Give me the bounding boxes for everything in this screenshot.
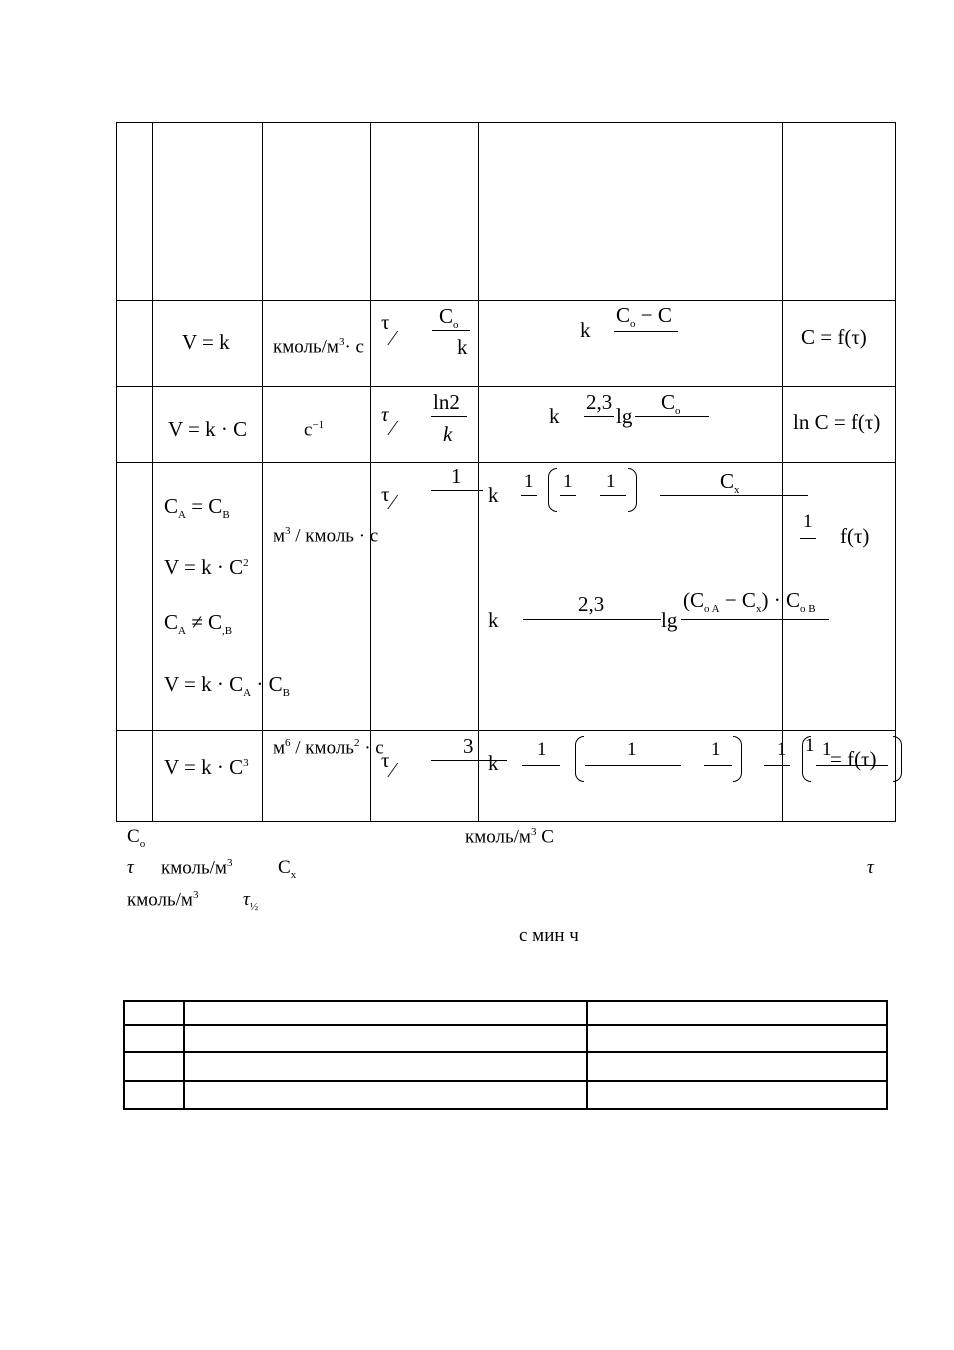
- unit-exponent-2: 2: [353, 737, 360, 749]
- unit-text: кмоль/м: [127, 889, 193, 911]
- lg-operator: lg: [661, 608, 678, 632]
- note-tau: τ: [127, 857, 134, 878]
- k-formula-one: 1: [711, 739, 721, 760]
- eq-mid: ≠ C: [191, 610, 223, 634]
- unit-text: c: [304, 419, 313, 441]
- k-formula-label: k: [549, 404, 560, 428]
- c0-letter: C: [127, 826, 140, 847]
- cx-letter: C: [720, 469, 735, 493]
- half-life-denominator: k: [443, 422, 453, 446]
- num-c: C: [661, 390, 676, 414]
- lg-numerator: [683, 590, 816, 615]
- half-life-tau: τ: [381, 748, 390, 772]
- lg-operator: lg: [616, 404, 633, 428]
- unit-text: кмоль/м: [273, 336, 339, 358]
- note-unit-3: [127, 890, 198, 909]
- right-paren: [893, 736, 902, 782]
- cx-letter: C: [278, 857, 291, 878]
- c-letter: C: [164, 494, 179, 518]
- row-divider: [116, 462, 896, 463]
- rate-text: V = k · C: [164, 672, 244, 696]
- col-divider: [152, 122, 153, 822]
- fraction-bar: [560, 495, 576, 496]
- half-life-tau: τ: [381, 402, 389, 426]
- tau-letter: τ: [243, 889, 250, 910]
- note-unit-1: [465, 827, 554, 846]
- sub-oa: o A: [704, 603, 720, 616]
- row-divider: [123, 1024, 888, 1026]
- right-paren: [628, 468, 637, 512]
- c-letter: C: [164, 610, 179, 634]
- left-paren: [548, 468, 557, 512]
- rate-dot: · C: [256, 672, 283, 696]
- fraction-bar: [681, 619, 829, 620]
- cx-sub: x: [290, 868, 297, 881]
- half-sub: ½: [249, 900, 259, 913]
- linear-plot: = f(τ): [830, 747, 877, 771]
- left-paren: [575, 736, 584, 782]
- unit-exponent: −1: [312, 419, 325, 431]
- sub-x: x: [755, 603, 762, 616]
- plot-one: 1: [777, 739, 787, 760]
- row-divider: [123, 1080, 888, 1082]
- unit-text: кмоль/м: [465, 826, 531, 848]
- unit-exponent: 3: [285, 525, 291, 537]
- note-tau-half: [243, 890, 258, 913]
- col-divider: [586, 1000, 588, 1110]
- linear-plot: f(τ): [840, 524, 870, 548]
- num-sub: o: [675, 405, 681, 418]
- rate-law-unequal: [164, 674, 290, 699]
- note-cx: [278, 858, 296, 881]
- rate-constant-unit: [273, 738, 384, 757]
- rate-law: V = k: [182, 330, 230, 354]
- k-formula-coefficient: 2,3: [586, 390, 613, 414]
- fraction-bar: [600, 495, 626, 496]
- eq-mid: = C: [191, 494, 223, 518]
- k-formula-label: k: [488, 751, 499, 775]
- plot-text: ln C = f(τ): [793, 410, 881, 434]
- plot-one: 1: [805, 735, 815, 756]
- col-divider: [782, 122, 783, 822]
- row-divider: [116, 386, 896, 387]
- rate-law: [164, 757, 249, 778]
- half-life-denominator: k: [457, 335, 468, 359]
- fraction-bar: [614, 331, 678, 332]
- note-unit-2: [161, 858, 232, 877]
- unit-tail: · с: [364, 737, 384, 759]
- rate-text: V = k · C: [164, 755, 244, 779]
- rate-law-equal: [164, 557, 249, 578]
- sub-ob: o B: [799, 603, 816, 616]
- rate-constant-unit: [273, 526, 378, 545]
- half-life-tau: τ: [381, 310, 390, 334]
- unit-exponent: 3: [192, 889, 199, 901]
- half-sign: ⁄: [391, 326, 395, 350]
- cx-sub: x: [734, 484, 740, 497]
- unit-tail: C: [541, 826, 554, 848]
- fraction-bar: [431, 416, 467, 417]
- fraction-bar: [523, 619, 661, 620]
- unit-exponent: 3: [226, 857, 233, 869]
- row-divider: [123, 1051, 888, 1053]
- unit-text: м: [273, 737, 286, 759]
- unit-text: кмоль/м: [161, 857, 227, 879]
- k-formula-one: 1: [524, 471, 534, 492]
- lg-open: (C: [683, 588, 704, 612]
- fraction-bar: [522, 765, 560, 766]
- half-life-tau: τ: [381, 482, 390, 506]
- half-sign: ⁄: [391, 758, 395, 782]
- rate-exponent: 2: [243, 557, 249, 569]
- sub-a: A: [178, 625, 186, 638]
- unit-tail: / кмоль · с: [295, 525, 379, 547]
- col-divider: [183, 1000, 185, 1110]
- rate-constant-unit: [273, 337, 364, 356]
- num-c: C: [616, 303, 631, 327]
- plot-one: 1: [822, 739, 832, 760]
- rate-law: V = k · C: [168, 417, 248, 441]
- linear-plot: [793, 412, 880, 433]
- sub-b: ,B: [222, 625, 233, 638]
- sub-a: A: [243, 687, 252, 700]
- unit-exponent: 6: [285, 737, 291, 749]
- condition-equal: [164, 496, 230, 521]
- fraction-bar: [704, 765, 732, 766]
- col-divider: [370, 122, 371, 822]
- row-divider: [116, 730, 896, 731]
- k-formula-coefficient: 2,3: [578, 592, 605, 616]
- fraction-bar: [521, 495, 537, 496]
- fraction-bar: [660, 495, 808, 496]
- k-formula-label: k: [580, 318, 591, 342]
- right-paren: [733, 736, 742, 782]
- k-formula-one: 1: [606, 471, 616, 492]
- k-formula-numerator: [661, 392, 681, 417]
- lg-mid: − C: [724, 588, 756, 612]
- unit-text: м: [273, 525, 286, 547]
- half-sign: ⁄: [391, 490, 395, 514]
- k-formula-label-2: k: [488, 608, 499, 632]
- k-formula-numerator: [616, 305, 672, 330]
- answer-table-frame: [123, 1000, 888, 1110]
- half-sign: ⁄: [391, 416, 395, 440]
- sub-b: B: [222, 509, 230, 522]
- rate-text: V = k · C: [164, 555, 244, 579]
- half-life-numerator: ln2: [433, 390, 460, 414]
- rate-constant-unit: [304, 420, 324, 439]
- half-life-numerator: 1: [451, 464, 462, 488]
- fraction-bar: [764, 765, 790, 766]
- unit-tail: · с: [344, 336, 364, 358]
- note-c0: [127, 827, 145, 850]
- k-formula-label: k: [488, 483, 499, 507]
- plot-numerator: 1: [803, 511, 813, 532]
- condition-unequal: [164, 612, 232, 637]
- unit-exponent: 3: [338, 336, 345, 348]
- num-tail: − C: [640, 303, 672, 327]
- unit-mid: / кмоль: [295, 737, 354, 759]
- fraction-bar: [800, 538, 816, 539]
- num-sub: o: [630, 318, 636, 331]
- row-divider: [116, 300, 896, 301]
- col-divider: [478, 122, 479, 822]
- fraction-bar: [584, 416, 614, 417]
- num-sub: o: [453, 319, 459, 332]
- note-time-units: с мин ч: [519, 925, 579, 946]
- fraction-bar: [431, 490, 483, 491]
- half-life-numerator: [439, 306, 459, 331]
- k-formula-one: 1: [563, 471, 573, 492]
- rate-exponent: 3: [243, 757, 249, 769]
- unit-exponent: 3: [530, 826, 537, 838]
- fraction-bar: [432, 330, 470, 331]
- linear-plot: C = f(τ): [801, 325, 867, 349]
- sub-b: B: [282, 687, 290, 700]
- k-formula-one: 1: [627, 739, 637, 760]
- num-c: C: [439, 304, 454, 328]
- note-tau-right: τ: [867, 857, 874, 878]
- sub-a: A: [178, 509, 186, 522]
- lg-tail: ) · C: [761, 588, 800, 612]
- fraction-bar: [635, 416, 709, 417]
- col-divider: [262, 122, 263, 822]
- k-formula-one: 1: [537, 739, 547, 760]
- k-formula-cx: [720, 471, 740, 496]
- main-table-frame: [116, 122, 896, 822]
- half-life-numerator: 3: [463, 734, 474, 758]
- fraction-bar: [585, 765, 681, 766]
- c0-sub: o: [139, 837, 146, 850]
